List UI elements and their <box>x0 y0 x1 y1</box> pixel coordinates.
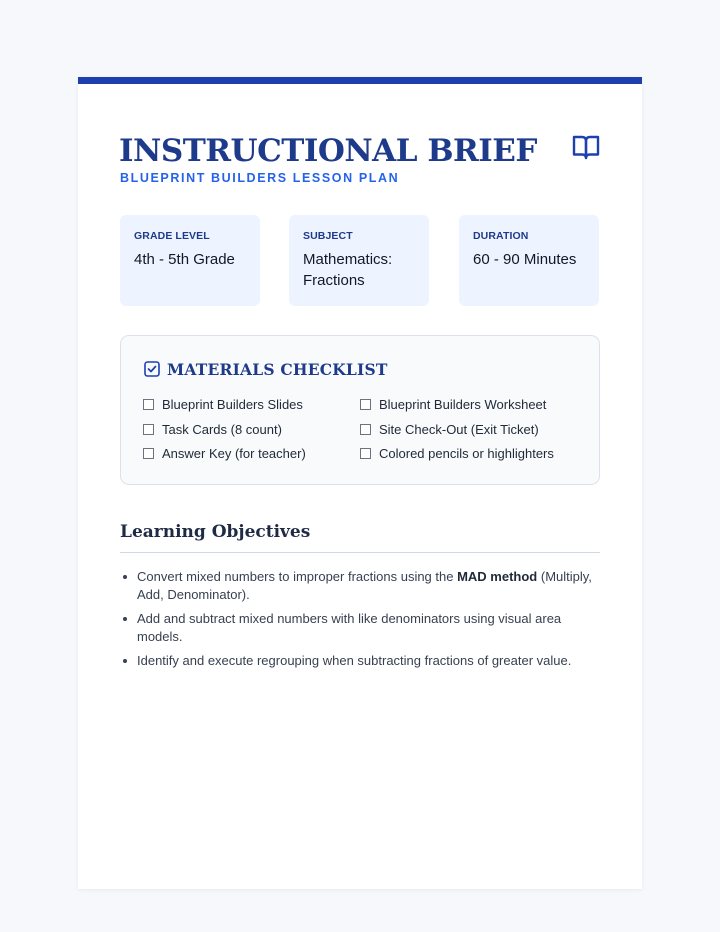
list-item <box>120 568 606 603</box>
grade-level-label: GRADE LEVEL <box>134 230 210 242</box>
checklist-item[interactable] <box>360 397 546 412</box>
checkbox[interactable] <box>143 399 154 410</box>
list-item <box>120 652 606 670</box>
checkbox[interactable] <box>360 399 371 410</box>
objectives-list <box>120 568 606 677</box>
checklist-item-label: Task Cards (8 count) <box>162 422 282 437</box>
checklist-item-label: Colored pencils or highlighters <box>379 446 554 461</box>
checklist-item-label: Blueprint Builders Slides <box>162 397 303 412</box>
lesson-plan-page <box>78 77 642 889</box>
duration-label: DURATION <box>473 230 529 242</box>
checklist-item[interactable] <box>143 446 306 461</box>
grade-level-value: 4th - 5th Grade <box>134 251 235 268</box>
checklist-item-label: Site Check-Out (Exit Ticket) <box>379 422 539 437</box>
page-title: INSTRUCTIONAL BRIEF <box>119 133 537 169</box>
checklist-item-label: Answer Key (for teacher) <box>162 446 306 461</box>
checklist-item[interactable] <box>360 422 539 437</box>
learning-objectives-heading: Learning Objectives <box>120 522 311 542</box>
grade-level-card <box>120 215 260 306</box>
checkbox-icon <box>144 361 160 377</box>
checklist-item-label: Blueprint Builders Worksheet <box>379 397 547 412</box>
section-divider <box>120 552 600 553</box>
subject-value: Mathematics: Fractions <box>303 251 393 289</box>
duration-value: 60 - 90 Minutes <box>473 251 577 268</box>
objective-text: Add and subtract mixed numbers with like denominators using visual area models. <box>137 611 562 644</box>
list-item <box>120 610 606 645</box>
objective-text: Identify and execute regrouping when subtracting fractions of greater value. <box>137 653 572 668</box>
objective-emphasis: MAD method <box>457 569 538 584</box>
subject-card <box>289 215 429 306</box>
page-subtitle: BLUEPRINT BUILDERS LESSON PLAN <box>120 171 400 185</box>
objective-text: Convert mixed numbers to improper fractions using the <box>137 569 458 584</box>
checkbox[interactable] <box>360 448 371 459</box>
checklist-item[interactable] <box>360 446 554 461</box>
book-icon <box>572 134 600 160</box>
checkbox[interactable] <box>143 448 154 459</box>
checklist-item[interactable] <box>143 397 303 412</box>
checklist-title: MATERIALS CHECKLIST <box>167 360 388 379</box>
checklist-item[interactable] <box>143 422 282 437</box>
materials-checklist <box>120 335 600 485</box>
duration-card <box>459 215 599 306</box>
checkbox[interactable] <box>143 424 154 435</box>
objective-text: (Multiply, Add, Denominator). <box>137 569 592 602</box>
subject-label: SUBJECT <box>303 230 353 242</box>
checkbox[interactable] <box>360 424 371 435</box>
